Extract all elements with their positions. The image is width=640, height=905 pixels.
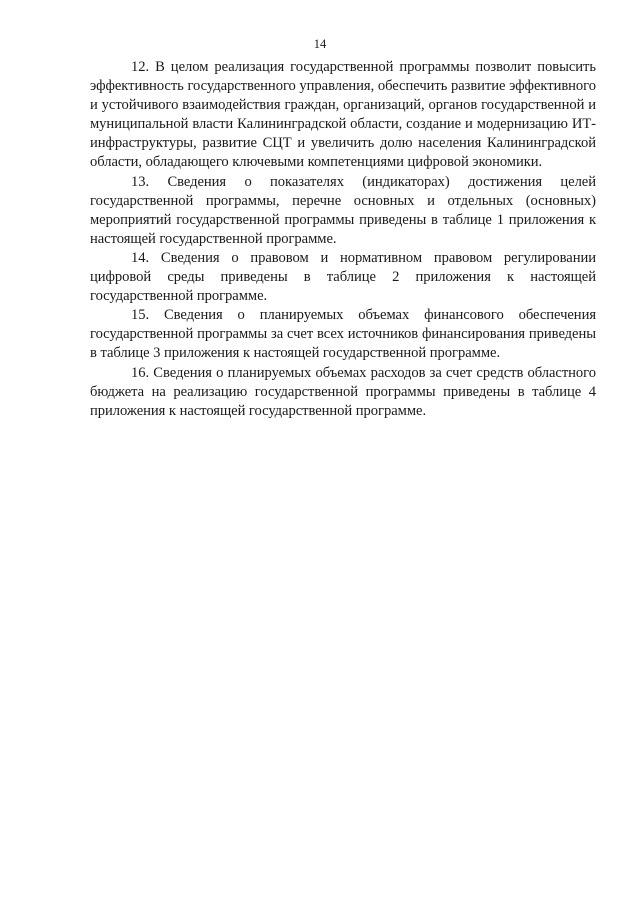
paragraph-12: 12. В целом реализация государственной программы позволит повысить эффективность государственного управления, обеспечить развитие эффективного и устойчивого взаимодействия граждан, организаций, органов государственной и муниципальной власти Калининградской области, создание и модернизацию ИТ-инфраструктуры, развитие СЦТ и увеличить долю населения Калининградской области, обладающего ключевыми компетенциями цифровой экономики.: [90, 59, 596, 171]
document-body: [90, 58, 596, 421]
page-number: 14: [313, 37, 327, 51]
paragraph-14: 14. Сведения о правовом и нормативном правовом регулировании цифровой среды приведены в таблице 2 приложения к настоящей государственной программе.: [90, 249, 596, 305]
paragraph-15: 15. Сведения о планируемых объемах финансового обеспечения государственной программы за счет всех источников финансирования приведены в таблице 3 приложения к настоящей государственной программе.: [90, 307, 596, 362]
paragraph-16: 16. Сведения о планируемых объемах расходов за счет средств областного бюджета на реализацию государственной программы приведены в таблице 4 приложения к настоящей государственной программе.: [90, 364, 596, 419]
paragraph-13: 13. Сведения о показателях (индикаторах) достижения целей государственной программы, перечне основных и отдельных (основных) мероприятий государственной программы приведены в таблице 1 приложения к настоящей государственной программе.: [90, 173, 596, 247]
